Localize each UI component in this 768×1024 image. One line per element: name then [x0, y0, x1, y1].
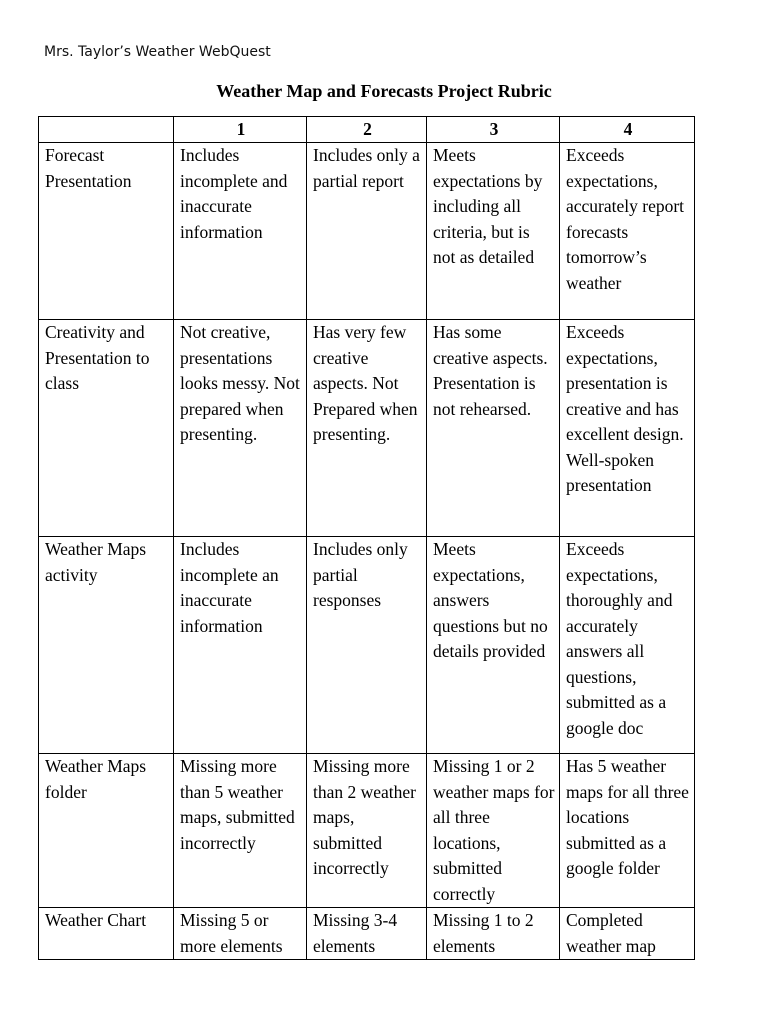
column-header-criteria — [39, 117, 174, 143]
table-row — [39, 908, 695, 960]
table-row — [39, 537, 695, 754]
score-4-cell: Exceeds expectations, thoroughly and accurately answers all questions, submitted as a google doc — [560, 537, 695, 754]
score-3-cell: Meets expectations, answers questions but no details provided — [427, 537, 560, 754]
score-4-cell: Has 5 weather maps for all three locations submitted as a google folder — [560, 754, 695, 908]
score-2-cell: Includes only partial responses — [307, 537, 427, 754]
score-1-cell: Includes incomplete and inaccurate information — [174, 143, 307, 320]
document-title: Weather Map and Forecasts Project Rubric — [216, 81, 552, 101]
table-row — [39, 320, 695, 537]
score-2-cell: Has very few creative aspects. Not Prepared when presenting. — [307, 320, 427, 537]
score-2-cell: Missing 3-4 elements — [307, 908, 427, 960]
score-3-cell: Meets expectations by including all criteria, but is not as detailed — [427, 143, 560, 320]
score-2-cell: Missing more than 2 weather maps, submitted incorrectly — [307, 754, 427, 908]
table-row — [39, 143, 695, 320]
score-4-cell: Exceeds expectations, accurately report forecasts tomorrow’s weather — [560, 143, 695, 320]
score-4-cell: Completed weather map — [560, 908, 695, 960]
score-3-cell: Has some creative aspects. Presentation is not rehearsed. — [427, 320, 560, 537]
rubric-table — [38, 116, 695, 960]
criterion-cell: Weather Maps activity — [39, 537, 174, 754]
score-2-cell: Includes only a partial report — [307, 143, 427, 320]
column-header-score-4: 4 — [560, 117, 695, 143]
column-header-score-2: 2 — [307, 117, 427, 143]
criterion-cell: Forecast Presentation — [39, 143, 174, 320]
score-1-cell: Includes incomplete an inaccurate information — [174, 537, 307, 754]
header-note: Mrs. Taylor’s Weather WebQuest — [44, 44, 271, 60]
criterion-cell: Weather Maps folder — [39, 754, 174, 908]
score-1-cell: Missing more than 5 weather maps, submitted incorrectly — [174, 754, 307, 908]
score-3-cell: Missing 1 or 2 weather maps for all three locations, submitted correctly — [427, 754, 560, 908]
score-1-cell: Missing 5 or more elements — [174, 908, 307, 960]
criterion-cell: Creativity and Presentation to class — [39, 320, 174, 537]
header-row — [39, 117, 695, 143]
column-header-score-1: 1 — [174, 117, 307, 143]
score-1-cell: Not creative, presentations looks messy. Not prepared when presenting. — [174, 320, 307, 537]
score-3-cell: Missing 1 to 2 elements — [427, 908, 560, 960]
criterion-cell: Weather Chart — [39, 908, 174, 960]
column-header-score-3: 3 — [427, 117, 560, 143]
table-row — [39, 754, 695, 908]
score-4-cell: Exceeds expectations, presentation is creative and has excellent design. Well-spoken presentation — [560, 320, 695, 537]
